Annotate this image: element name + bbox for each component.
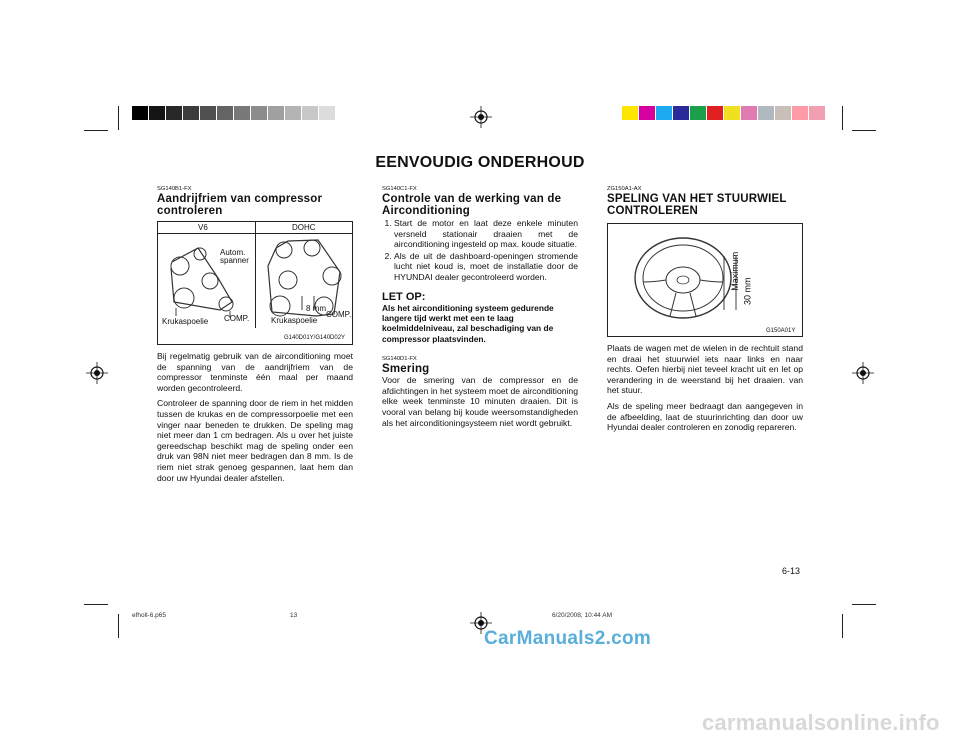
section-heading: Aandrijfriem van compressor controleren	[157, 193, 323, 217]
figure-code: G140D01Y/G140D02Y	[284, 335, 346, 341]
steering-wheel-figure	[607, 223, 803, 337]
section-code: ZG150A1-AX	[607, 186, 642, 192]
grayscale-swatch	[149, 106, 165, 120]
grayscale-swatch	[183, 106, 199, 120]
maximum-label: Maximum	[730, 251, 741, 291]
right-column	[607, 186, 803, 438]
section-heading: Controle van de werking van de Airconditioning	[382, 193, 562, 217]
grayscale-swatch	[251, 106, 267, 120]
grayscale-swatch	[319, 106, 335, 120]
color-strip	[622, 106, 826, 120]
color-swatch	[690, 106, 706, 120]
middle-column	[382, 186, 578, 433]
color-swatch	[758, 106, 774, 120]
crop-mark	[84, 130, 108, 131]
belt-figure	[157, 221, 353, 345]
paragraph: Plaats de wagen met de wielen in de rechtuit stand en draai het stuurwiel iets naar links en naar rechts. Oefen hierbij niet teveel kracht uit en let op verandering in de weerstand bij het draaien. van het stuur.	[607, 343, 803, 396]
footer-file: efholl-6.p65	[132, 612, 166, 619]
color-swatch	[724, 106, 740, 120]
registration-mark-right	[852, 362, 874, 384]
left-column	[157, 186, 353, 488]
carmanuals-watermark: CarManuals2.com	[484, 628, 652, 649]
mm-label: 8 mm	[306, 304, 326, 313]
crop-mark	[852, 604, 876, 605]
paragraph: Controleer de spanning door de riem in het midden tussen de krukas en de compressorpoelie met een vinger naar beneden te drukken. De speling mag niet meer dan 1 cm bedragen. Als u over het juiste gereedschap beschikt mag de speling onder een druk van 98N niet meer bedragen dan 8 mm. Is de riem niet strak genoeg gespannen, laat hem dan door uw Hyundai dealer afstellen.	[157, 398, 353, 483]
paragraph: Voor de smering van de compressor en de afdichtingen in het systeem moet de airconditioning elke week tenminste 10 minuten draaien. Dit is vooral van belang bij koude weersomstandigheden als het airconditioningsysteem niet wordt gebruikt.	[382, 375, 578, 428]
registration-mark-left	[86, 362, 108, 384]
page-title: EENVOUDIG ONDERHOUD	[375, 154, 585, 171]
comp-right-label: COMP.	[326, 310, 352, 319]
color-swatch	[639, 106, 655, 120]
mm-label: 30 mm	[742, 277, 753, 306]
figure-code: G150A01Y	[766, 328, 796, 334]
grayscale-swatch	[268, 106, 284, 120]
section-heading: Smering	[382, 363, 430, 376]
crop-mark	[852, 130, 876, 131]
color-swatch	[792, 106, 808, 120]
note-body: Als het airconditioning systeem gedurende langere tijd werkt met een te laag koelmiddelniveau, zal beschadiging van de compressor plaatsvinden.	[382, 302, 554, 344]
krukaspoelie-right-label: Krukaspoelie	[271, 316, 318, 325]
carmanualsonline-watermark: carmanualsonline.info	[702, 710, 940, 735]
spanner-label: spanner	[220, 256, 249, 265]
color-swatch	[775, 106, 791, 120]
comp-left-label: COMP.	[224, 314, 250, 323]
crop-mark	[118, 614, 119, 638]
footer-datetime: 6/20/2008, 10:44 AM	[552, 612, 612, 619]
krukaspoelie-left-label: Krukaspoelie	[162, 317, 209, 326]
autom-label: Autom.	[220, 248, 246, 257]
grayscale-strip	[132, 106, 336, 120]
color-swatch	[707, 106, 723, 120]
grayscale-swatch	[302, 106, 318, 120]
grayscale-swatch	[132, 106, 148, 120]
note-heading: LET OP:	[382, 290, 426, 303]
grayscale-swatch	[234, 106, 250, 120]
list-item: 2. Als de uit de dashboard-openingen stromende lucht niet koud is, moet de installatie door de HYUNDAI dealer gecontroleerd worden.	[394, 251, 578, 283]
color-swatch	[741, 106, 757, 120]
paragraph: Bij regelmatig gebruik van de airconditioning moet de spanning van de aandrijfriem van de compressor tenminste één maal per maand worden gecontroleerd.	[157, 351, 353, 393]
section-code: SG140D1-FX	[382, 356, 417, 363]
grayscale-swatch	[166, 106, 182, 120]
crop-mark	[118, 106, 119, 130]
grayscale-swatch	[285, 106, 301, 120]
crop-mark	[842, 106, 843, 130]
color-swatch	[622, 106, 638, 120]
page-number: 6-13	[782, 566, 801, 576]
section-code: SG140C1-FX	[382, 186, 417, 192]
section-code: SG140B1-FX	[157, 186, 192, 192]
v6-label: V6	[198, 223, 208, 232]
color-swatch	[809, 106, 825, 120]
color-swatch	[673, 106, 689, 120]
steps-list	[382, 218, 578, 283]
registration-mark-top	[470, 106, 492, 128]
crop-mark	[84, 604, 108, 605]
crop-mark	[842, 614, 843, 638]
dohc-label: DOHC	[292, 223, 316, 232]
grayscale-swatch	[200, 106, 216, 120]
footer-page: 13	[290, 612, 298, 619]
paragraph: Als de speling meer bedraagt dan aangegeven in de afbeelding, laat de stuurinrichting dan door uw Hyundai dealer controleren en zonodig repareren.	[607, 400, 803, 433]
color-swatch	[656, 106, 672, 120]
section-heading: SPELING VAN HET STUURWIEL CONTROLEREN	[607, 193, 787, 217]
grayscale-swatch	[217, 106, 233, 120]
list-item: 1. Start de motor en laat deze enkele minuten versneld stationair draaien met de airconditioning ingesteld op max. koude situatie.	[394, 218, 578, 250]
